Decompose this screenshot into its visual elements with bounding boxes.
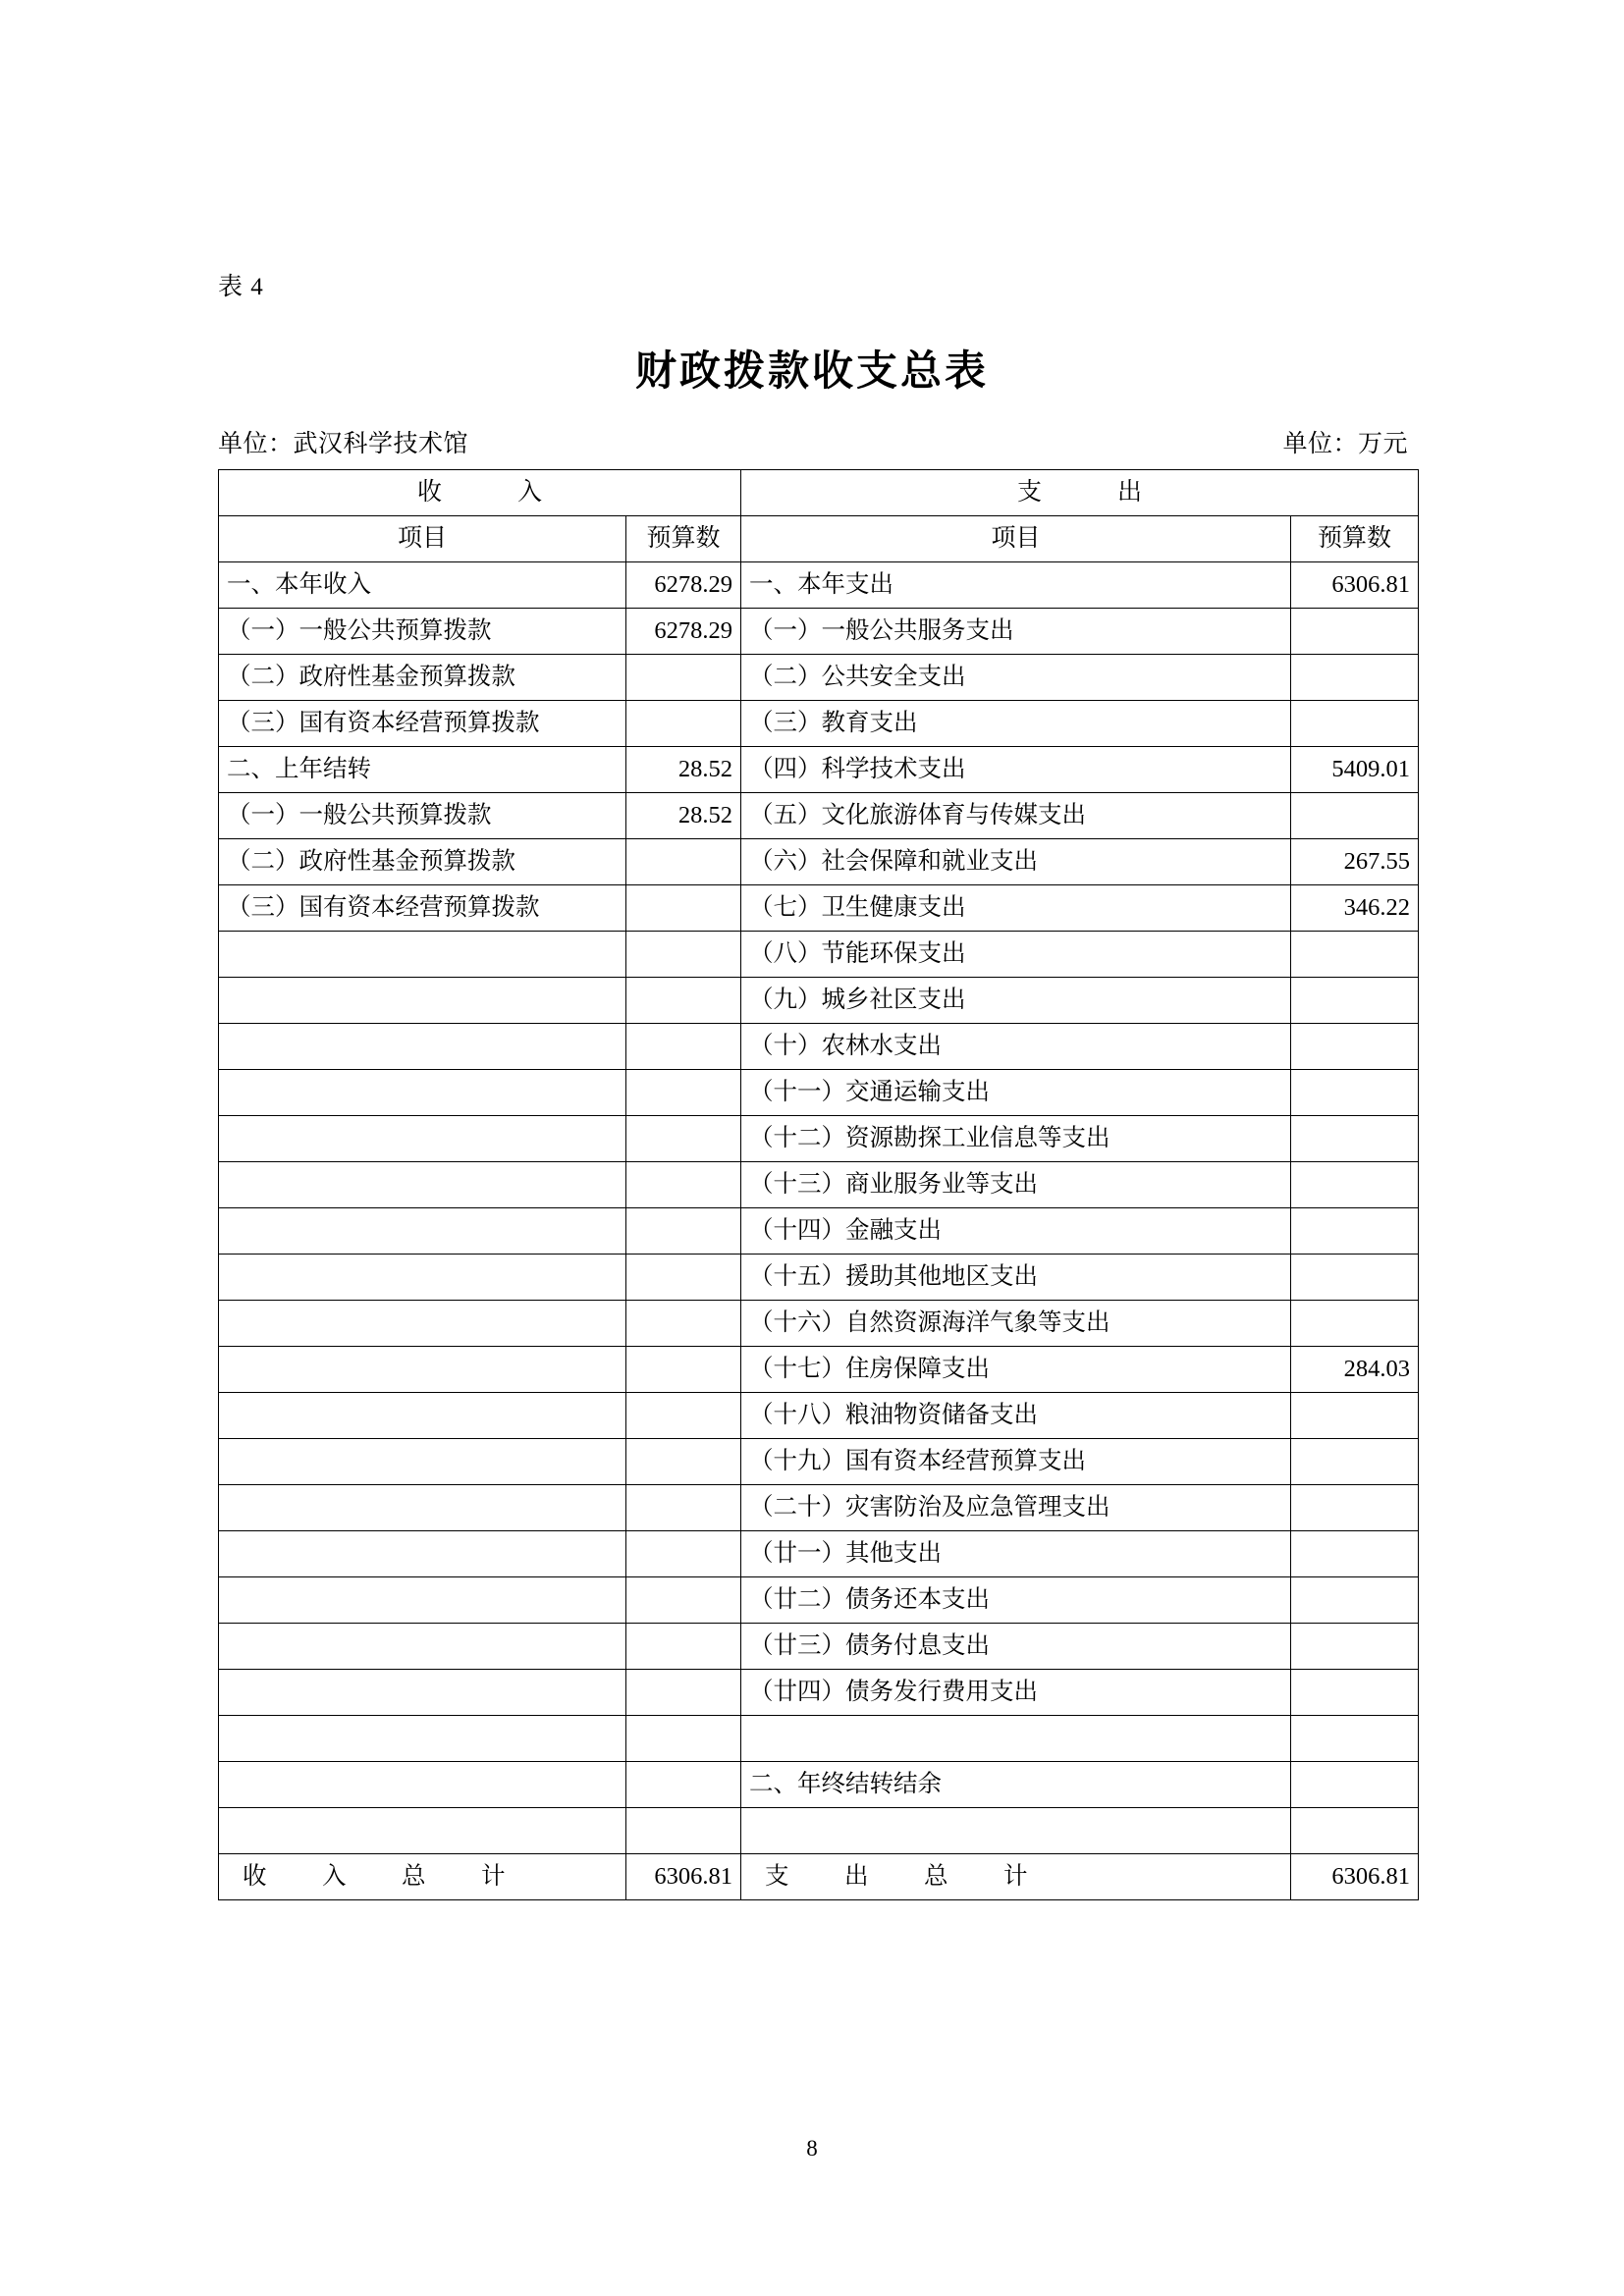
expense-item-cell: （六）社会保障和就业支出 <box>741 839 1291 885</box>
income-amount-cell: 6278.29 <box>626 609 741 655</box>
expense-amount-cell <box>1291 1024 1419 1070</box>
income-item-cell: （一）一般公共预算拨款 <box>219 793 626 839</box>
table-row <box>219 1208 1419 1255</box>
income-item-cell: （一）一般公共预算拨款 <box>219 609 626 655</box>
expense-item-header: 项目 <box>741 516 1291 562</box>
income-item-cell <box>219 1024 626 1070</box>
table-row <box>219 932 1419 978</box>
income-item-cell <box>219 1716 626 1762</box>
expense-amount-cell <box>1291 932 1419 978</box>
expense-item-cell: （一）一般公共服务支出 <box>741 609 1291 655</box>
page-number: 8 <box>806 2136 818 2161</box>
income-amount-cell <box>626 1577 741 1624</box>
expense-item-cell: （十二）资源勘探工业信息等支出 <box>741 1116 1291 1162</box>
income-amount-cell <box>626 1439 741 1485</box>
table-row <box>219 1485 1419 1531</box>
expense-item-cell: （十七）住房保障支出 <box>741 1347 1291 1393</box>
expense-amount-cell <box>1291 1716 1419 1762</box>
expense-amount-cell <box>1291 655 1419 701</box>
income-total-label: 收 入 总 计 <box>219 1854 626 1900</box>
income-item-header: 项目 <box>219 516 626 562</box>
expense-amount-cell <box>1291 1116 1419 1162</box>
expense-item-cell: （十六）自然资源海洋气象等支出 <box>741 1301 1291 1347</box>
income-amount-cell <box>626 1255 741 1301</box>
expense-item-cell: （廿一）其他支出 <box>741 1531 1291 1577</box>
income-amount-cell <box>626 701 741 747</box>
table-row <box>219 885 1419 932</box>
expense-amount-header: 预算数 <box>1291 516 1419 562</box>
income-amount-cell <box>626 1485 741 1531</box>
expense-item-cell: （三）教育支出 <box>741 701 1291 747</box>
expense-item-cell: （十四）金融支出 <box>741 1208 1291 1255</box>
expense-item-cell: （九）城乡社区支出 <box>741 978 1291 1024</box>
income-item-cell <box>219 1393 626 1439</box>
income-item-cell: （二）政府性基金预算拨款 <box>219 655 626 701</box>
budget-table <box>218 469 1419 1900</box>
table-row <box>219 701 1419 747</box>
income-amount-cell: 28.52 <box>626 747 741 793</box>
expense-amount-cell <box>1291 701 1419 747</box>
unit-measure: 单位：万元 <box>1282 431 1408 457</box>
income-amount-cell <box>626 655 741 701</box>
table-column-header-row <box>219 516 1419 562</box>
expense-amount-cell <box>1291 978 1419 1024</box>
expense-total-amount: 6306.81 <box>1291 1854 1419 1900</box>
income-amount-cell <box>626 1347 741 1393</box>
income-amount-cell <box>626 1716 741 1762</box>
expense-amount-cell <box>1291 1393 1419 1439</box>
income-amount-cell <box>626 1393 741 1439</box>
expense-item-cell: （廿三）债务付息支出 <box>741 1624 1291 1670</box>
table-row <box>219 839 1419 885</box>
expense-item-cell: （四）科学技术支出 <box>741 747 1291 793</box>
income-amount-cell <box>626 932 741 978</box>
income-amount-cell <box>626 1624 741 1670</box>
expense-item-cell <box>741 1808 1291 1854</box>
income-item-cell <box>219 978 626 1024</box>
expense-group-header: 支 出 <box>741 470 1419 516</box>
income-item-cell <box>219 1255 626 1301</box>
expense-item-cell: （二）公共安全支出 <box>741 655 1291 701</box>
expense-item-cell: （廿四）债务发行费用支出 <box>741 1670 1291 1716</box>
expense-amount-cell: 6306.81 <box>1291 562 1419 609</box>
expense-item-cell: （八）节能环保支出 <box>741 932 1291 978</box>
expense-item-cell <box>741 1716 1291 1762</box>
income-item-cell <box>219 1116 626 1162</box>
table-row <box>219 1808 1419 1854</box>
income-item-cell <box>219 1347 626 1393</box>
income-item-cell <box>219 1762 626 1808</box>
expense-amount-cell <box>1291 1624 1419 1670</box>
table-row <box>219 1762 1419 1808</box>
expense-amount-cell <box>1291 1670 1419 1716</box>
income-item-cell <box>219 1485 626 1531</box>
income-amount-cell <box>626 1070 741 1116</box>
expense-amount-cell <box>1291 1162 1419 1208</box>
income-amount-cell: 6278.29 <box>626 562 741 609</box>
income-item-cell: （三）国有资本经营预算拨款 <box>219 885 626 932</box>
income-item-cell: （三）国有资本经营预算拨款 <box>219 701 626 747</box>
income-amount-header: 预算数 <box>626 516 741 562</box>
income-item-cell <box>219 1070 626 1116</box>
expense-amount-cell <box>1291 1070 1419 1116</box>
income-group-header: 收 入 <box>219 470 741 516</box>
expense-item-cell: （十）农林水支出 <box>741 1024 1291 1070</box>
table-row <box>219 1531 1419 1577</box>
expense-item-cell: （七）卫生健康支出 <box>741 885 1291 932</box>
expense-item-cell: （十九）国有资本经营预算支出 <box>741 1439 1291 1485</box>
expense-item-cell: （十八）粮油物资储备支出 <box>741 1393 1291 1439</box>
table-label: 表 4 <box>218 274 264 300</box>
income-item-cell <box>219 1162 626 1208</box>
income-amount-cell <box>626 1208 741 1255</box>
income-item-cell: （二）政府性基金预算拨款 <box>219 839 626 885</box>
income-item-cell <box>219 1624 626 1670</box>
income-item-cell <box>219 932 626 978</box>
table-row <box>219 747 1419 793</box>
expense-amount-cell: 267.55 <box>1291 839 1419 885</box>
income-item-cell <box>219 1439 626 1485</box>
expense-total-label: 支 出 总 计 <box>741 1854 1291 1900</box>
expense-amount-cell <box>1291 1808 1419 1854</box>
expense-item-cell: （五）文化旅游体育与传媒支出 <box>741 793 1291 839</box>
expense-item-cell: （十一）交通运输支出 <box>741 1070 1291 1116</box>
page-title: 财政拨款收支总表 <box>634 349 989 395</box>
income-amount-cell <box>626 1531 741 1577</box>
table-row <box>219 1624 1419 1670</box>
table-row <box>219 1439 1419 1485</box>
income-amount-cell <box>626 1024 741 1070</box>
income-amount-cell <box>626 1808 741 1854</box>
table-row <box>219 978 1419 1024</box>
expense-item-cell: （廿二）债务还本支出 <box>741 1577 1291 1624</box>
expense-amount-cell <box>1291 1439 1419 1485</box>
expense-amount-cell <box>1291 1485 1419 1531</box>
table-row <box>219 1393 1419 1439</box>
table-row <box>219 562 1419 609</box>
expense-item-cell: （十三）商业服务业等支出 <box>741 1162 1291 1208</box>
table-group-header-row <box>219 470 1419 516</box>
income-amount-cell <box>626 1116 741 1162</box>
expense-item-cell: 二、年终结转结余 <box>741 1762 1291 1808</box>
table-row <box>219 655 1419 701</box>
income-item-cell <box>219 1577 626 1624</box>
income-item-cell: 一、本年收入 <box>219 562 626 609</box>
expense-amount-cell <box>1291 793 1419 839</box>
income-item-cell <box>219 1301 626 1347</box>
table-row <box>219 1255 1419 1301</box>
expense-item-cell: （二十）灾害防治及应急管理支出 <box>741 1485 1291 1531</box>
table-row <box>219 1670 1419 1716</box>
table-row <box>219 1070 1419 1116</box>
table-row <box>219 1116 1419 1162</box>
income-amount-cell <box>626 1301 741 1347</box>
table-row <box>219 1024 1419 1070</box>
table-body <box>219 470 1419 1900</box>
expense-amount-cell <box>1291 1255 1419 1301</box>
income-item-cell <box>219 1808 626 1854</box>
expense-amount-cell: 346.22 <box>1291 885 1419 932</box>
expense-item-cell: （十五）援助其他地区支出 <box>741 1255 1291 1301</box>
income-amount-cell: 28.52 <box>626 793 741 839</box>
expense-amount-cell <box>1291 1301 1419 1347</box>
income-amount-cell <box>626 839 741 885</box>
expense-item-cell: 一、本年支出 <box>741 562 1291 609</box>
expense-amount-cell: 5409.01 <box>1291 747 1419 793</box>
expense-amount-cell <box>1291 609 1419 655</box>
table-total-row <box>219 1854 1419 1900</box>
income-amount-cell <box>626 1670 741 1716</box>
unit-name: 单位：武汉科学技术馆 <box>218 431 469 457</box>
expense-amount-cell <box>1291 1762 1419 1808</box>
income-amount-cell <box>626 1762 741 1808</box>
table-row <box>219 793 1419 839</box>
table-row <box>219 1347 1419 1393</box>
table-row <box>219 609 1419 655</box>
expense-amount-cell <box>1291 1577 1419 1624</box>
table-row <box>219 1577 1419 1624</box>
income-item-cell <box>219 1670 626 1716</box>
income-item-cell <box>219 1208 626 1255</box>
expense-amount-cell <box>1291 1531 1419 1577</box>
income-item-cell <box>219 1531 626 1577</box>
meta-row <box>218 424 1416 459</box>
income-total-amount: 6306.81 <box>626 1854 741 1900</box>
expense-amount-cell: 284.03 <box>1291 1347 1419 1393</box>
table-row <box>219 1301 1419 1347</box>
table-row <box>219 1162 1419 1208</box>
income-amount-cell <box>626 1162 741 1208</box>
income-item-cell: 二、上年结转 <box>219 747 626 793</box>
table-row <box>219 1716 1419 1762</box>
expense-amount-cell <box>1291 1208 1419 1255</box>
income-amount-cell <box>626 885 741 932</box>
income-amount-cell <box>626 978 741 1024</box>
